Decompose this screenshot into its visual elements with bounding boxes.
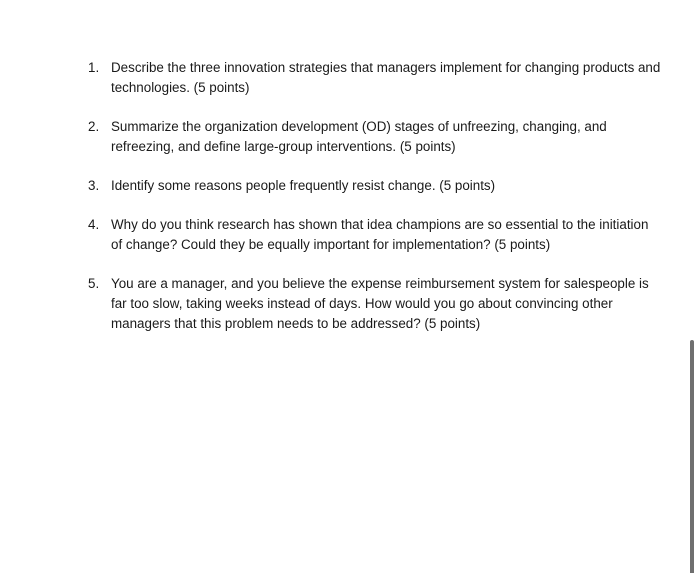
question-text: You are a manager, and you believe the expense reimbursement system for salespeople is far too slow, taking weeks instead of days. How would you go about convincing other managers that this problem needs to be addressed? (5 points) [111, 276, 649, 331]
question-item-4 [88, 215, 663, 255]
question-text: Summarize the organization development (OD) stages of unfreezing, changing, and refreezing, and define large-group interventions. (5 points) [111, 119, 607, 154]
question-item-3 [88, 176, 663, 196]
question-number: 1. [88, 60, 100, 75]
question-text: Why do you think research has shown that idea champions are so essential to the initiation of change? Could they be equally important for implementation? (5 points) [111, 217, 649, 252]
question-item-1 [88, 58, 663, 98]
question-item-5 [88, 274, 663, 334]
question-number: 4. [88, 217, 100, 232]
question-number: 3. [88, 178, 100, 193]
question-list [88, 58, 663, 353]
question-text: Identify some reasons people frequently resist change. (5 points) [111, 178, 496, 193]
question-item-2 [88, 117, 663, 157]
question-number: 2. [88, 119, 100, 134]
question-number: 5. [88, 276, 100, 291]
question-text: Describe the three innovation strategies that managers implement for changing products and technologies. (5 points) [111, 60, 661, 95]
scrollbar[interactable] [690, 340, 694, 573]
